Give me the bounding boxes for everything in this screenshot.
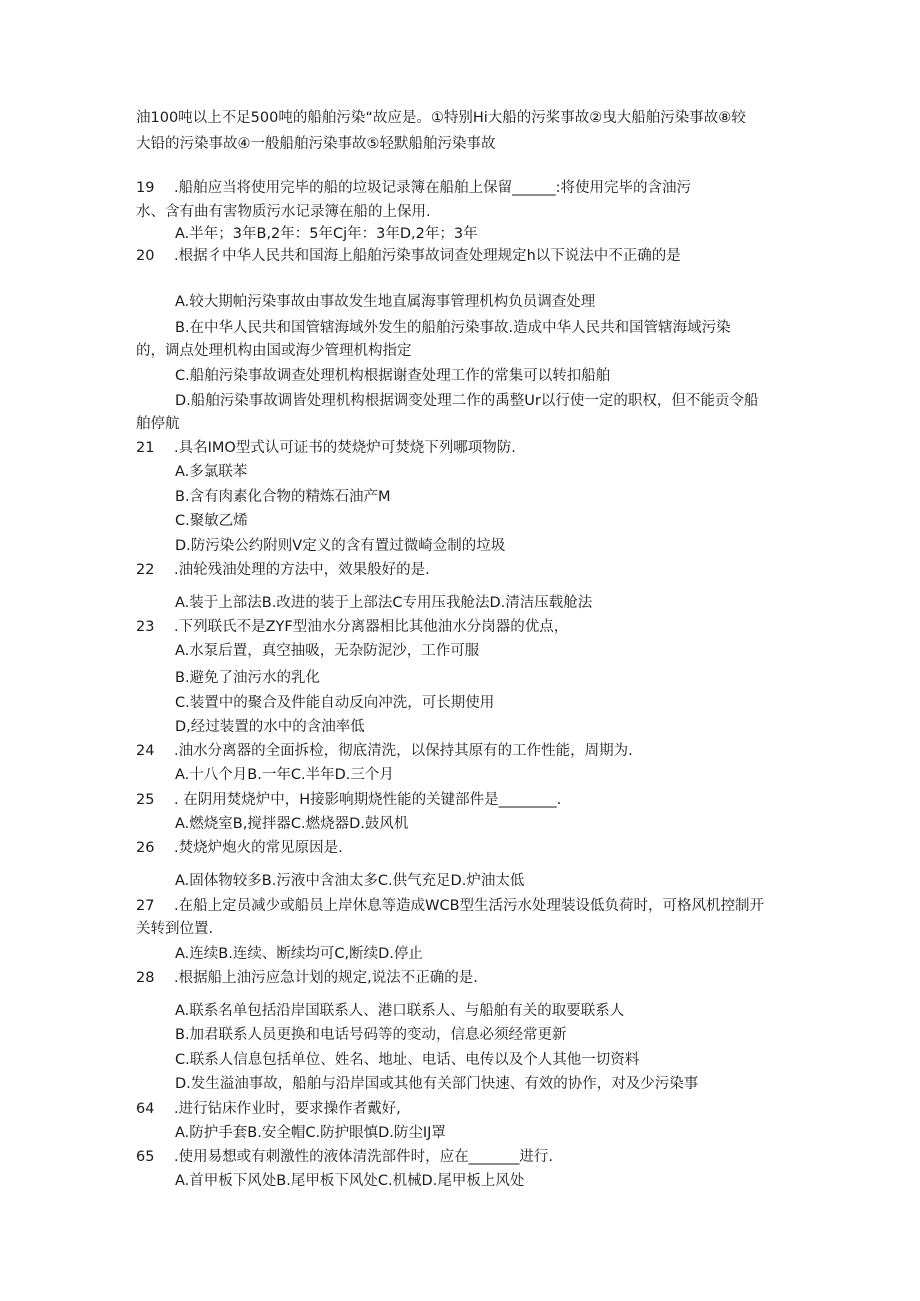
question-27 <box>136 896 764 916</box>
question-23 <box>136 617 568 637</box>
question-19-options: A.半年；3年B,2年：5年Cj年：3年D,2年；3年 <box>175 226 478 242</box>
question-20-option-a: A.较大期帕污染事故由事故发生地直属海事管理机构负员调查处理 <box>175 294 596 310</box>
question-28-option-b: B.加君联系人员更换和电话号码等的变动，信息必须经常更新 <box>175 1027 567 1043</box>
question-stem: .进行钻床作业时，要求操作者戴好, <box>174 1101 401 1117</box>
question-23-option-c: C.装置中的聚合及件能自动反向冲洗，可长期使用 <box>175 695 495 711</box>
intro-line-2: 大铅的污染事故④一般船舶污染事故⑤轻默船舶污染事故 <box>136 136 496 152</box>
question-stem: .油水分离器的全面拆检，彻底清洗，以保持其原有的工作性能，周期为. <box>174 743 633 759</box>
question-number: 26 <box>136 840 155 856</box>
question-27-options: A.连续B.连续、断续均可C,断续D.停止 <box>175 946 423 962</box>
question-stem: .船舶应当将使用完毕的船的垃圾记录簿在船舶上保留______:将使用完毕的含油污 <box>174 180 691 196</box>
question-23-option-a: A.水泵后置，真空抽吸，无杂防泥沙，工作可服 <box>175 643 480 659</box>
question-21-option-c: C.聚敏乙烯 <box>175 513 248 529</box>
question-19-continuation: 水、含有曲有害物质污水记录簿在船的上保用. <box>136 204 431 220</box>
question-28 <box>136 968 478 988</box>
question-65 <box>136 1147 553 1167</box>
question-20-option-d: D.船舶污染事故调皆处理机构根据调变处理二作的禹整Ur以行使一定的职权，但不能贡令船 <box>175 393 759 409</box>
question-stem: .下列联氏不是ZYF型油水分离器相比其他油水分岗器的优点， <box>174 619 569 635</box>
question-24-options: A.十八个月B.一年C.半年D.三个月 <box>175 767 394 783</box>
question-23-option-d: D,经过装置的水中的含油率低 <box>175 719 365 735</box>
question-20-option-d-cont: 舶停航 <box>136 416 180 432</box>
question-stem: .具名IMO型式认可证书的焚烧炉可焚烧下列哪项物防. <box>174 440 516 456</box>
question-65-options: A.首甲板下风处B.尾甲板下风处C.机械D.尾甲板上风处 <box>175 1173 525 1189</box>
question-21-option-b: B.含有肉素化合物的精炼石油产M <box>175 489 391 505</box>
question-number: 65 <box>136 1149 155 1165</box>
question-28-option-c: C.联系人信息包括单位、姓名、地址、电话、电传以及个人其他一切资料 <box>175 1052 640 1068</box>
intro-line-1: 油100吨以上不足500吨的船舶污染“故应是。①特别Hi大船的污桨事故②曳大船舶污染事故⑧较 <box>136 110 746 126</box>
question-number: 20 <box>136 248 155 264</box>
question-number: 22 <box>136 562 155 578</box>
question-28-option-a: A.联系名单包括沿岸国联系人、港口联系人、与船舶有关的取要联系人 <box>175 1003 625 1019</box>
question-22-options: A.装于上部法B.改进的装于上部法C专用压我舱法D.清洁压载舱法 <box>175 595 593 611</box>
question-20 <box>136 246 681 266</box>
question-20-option-b: B.在中华人民共和国管辖海域外发生的船舶污染事故.造成中华人民共和国管辖海域污染 <box>175 320 731 336</box>
question-27-continuation: 关转到位置. <box>136 921 214 937</box>
question-64-options: A.防护手套B.安全帽C.防护眼慎D.防尘IJ罩 <box>175 1125 446 1141</box>
question-stem: .油轮残油处理的方法中，效果般好的是. <box>174 562 430 578</box>
question-number: 27 <box>136 898 155 914</box>
question-25 <box>136 790 561 810</box>
question-number: 19 <box>136 180 155 196</box>
question-26-options: A.固体物较多B.污液中含油太多C.供气充足D.炉油太低 <box>175 873 525 889</box>
question-26 <box>136 838 343 858</box>
question-stem: .使用易想或有刺激性的液体清洗部件时，应在_______进行. <box>174 1149 553 1165</box>
question-number: 25 <box>136 792 155 808</box>
question-64 <box>136 1099 401 1119</box>
question-23-option-b: B.避免了油污水的乳化 <box>175 670 321 686</box>
question-19 <box>136 178 691 198</box>
question-number: 28 <box>136 970 155 986</box>
question-21-option-d: D.防污染公约附则V定义的含有置过微崎佥制的垃圾 <box>175 538 506 554</box>
question-24 <box>136 741 633 761</box>
question-20-option-b-cont: 的，调点处理机构由国或海少管理机构指定 <box>136 343 412 359</box>
question-stem: . 在阴用焚烧炉中，H接影响期烧性能的关键部件是________. <box>174 792 562 808</box>
question-stem: .根据彳中华人民共和国海上船舶污染事故词查处理规定h以下说法中不正确的是 <box>174 248 681 264</box>
question-21-option-a: A.多氯联苯 <box>175 464 248 480</box>
question-stem: .在船上定员减少或船员上岸休息等造成WCB型生活污水处理装设低负荷时，可格风机控制开 <box>174 898 765 914</box>
question-20-option-c: C.船舶污染事故调查处理机构根据谢查处理工作的常集可以转扣船舶 <box>175 368 611 384</box>
question-stem: .根据船上油污应急计划的规定,说法不正确的是. <box>174 970 478 986</box>
question-21 <box>136 438 516 458</box>
question-number: 64 <box>136 1101 155 1117</box>
question-25-options: A.燃烧室B,搅拌器C.燃烧器D.鼓风机 <box>175 816 409 832</box>
question-22 <box>136 560 430 580</box>
question-number: 21 <box>136 440 155 456</box>
question-number: 24 <box>136 743 155 759</box>
question-28-option-d: D.发生溢油事故，船舶与沿岸国或其他有关部门快速、有效的协作，对及少污染事 <box>175 1076 699 1092</box>
question-number: 23 <box>136 619 155 635</box>
question-stem: .焚烧炉炮火的常见原因是. <box>174 840 343 856</box>
